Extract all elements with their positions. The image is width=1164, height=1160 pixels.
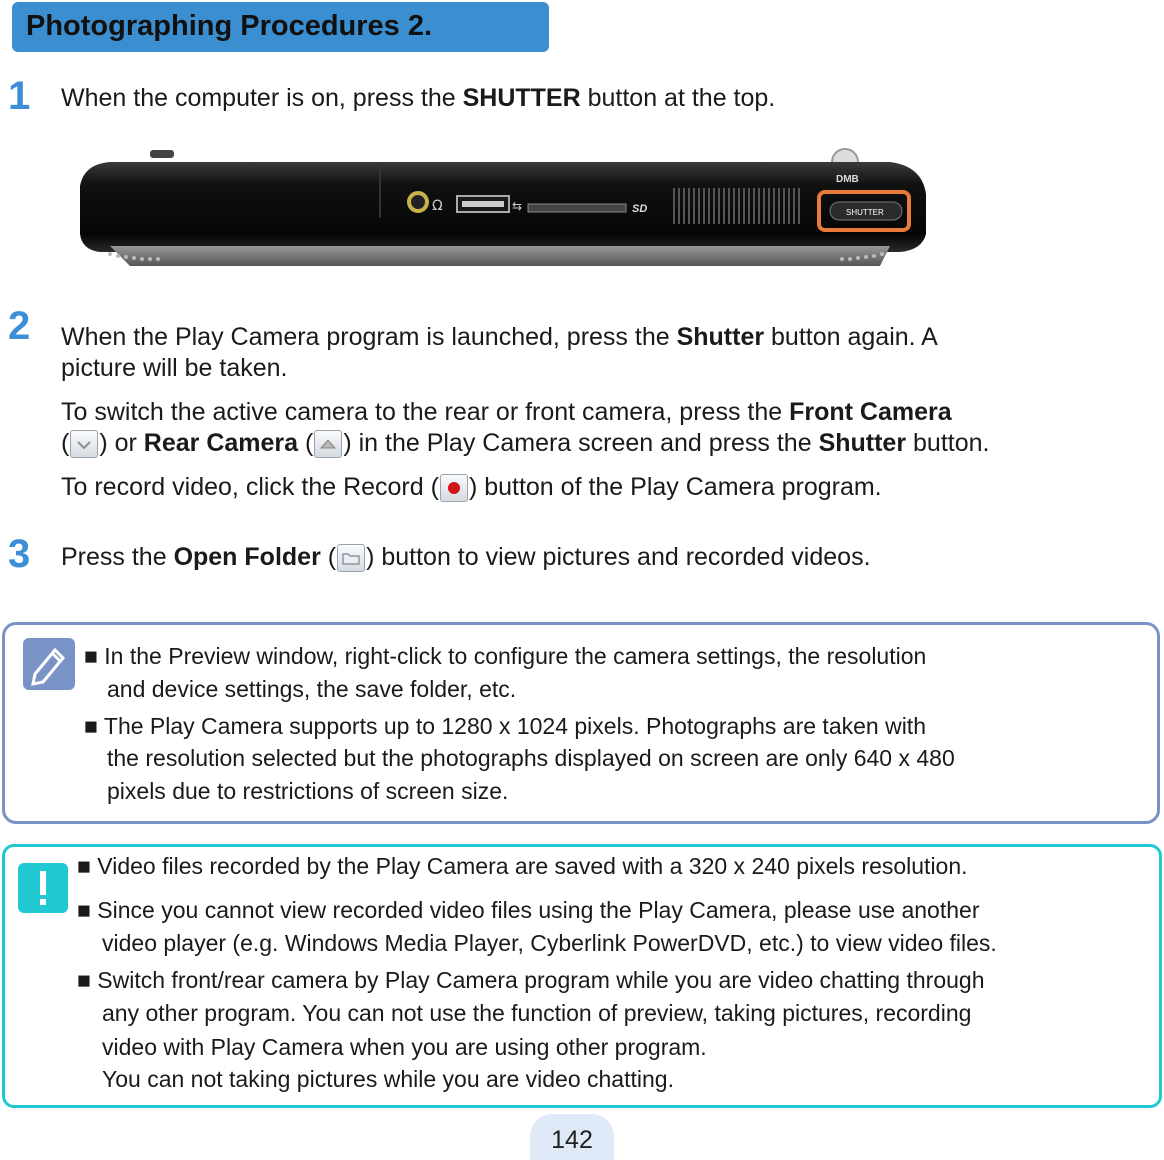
caution-line-3: video player (e.g. Windows Media Player, Cyberlink PowerDVD, etc.) to view video files. xyxy=(102,930,997,956)
open-folder-button-icon xyxy=(337,544,365,572)
svg-text:SD: SD xyxy=(632,203,648,215)
step-1-text: When the computer is on, press the SHUTTER button at the top. xyxy=(61,84,776,112)
netbook-top-edge-illustration xyxy=(70,146,930,276)
step-number-2: 2 xyxy=(8,304,31,348)
step-3-text: Press the Open Folder ( ) button to view pictures and recorded videos. xyxy=(61,543,871,571)
note-line-2: and device settings, the save folder, etc. xyxy=(107,676,517,702)
caution-line-4: ■ Switch front/rear camera by Play Camera program while you are video chatting through xyxy=(77,967,985,993)
step-2-line-2: picture will be taken. xyxy=(61,354,288,382)
rear-camera-button-icon xyxy=(314,430,342,458)
record-button-icon xyxy=(440,474,468,502)
caution-line-1: ■ Video files recorded by the Play Camera are saved with a 320 x 240 pixels resolution. xyxy=(77,853,968,879)
note-line-5: pixels due to restrictions of screen size. xyxy=(107,778,509,804)
section-title-bar xyxy=(12,2,549,52)
svg-text:Ω: Ω xyxy=(432,198,443,214)
pencil-note-icon xyxy=(23,638,75,690)
caution-line-6: video with Play Camera when you are using other program. xyxy=(102,1034,707,1060)
page-number-tab xyxy=(530,1114,614,1160)
step-2-line-1: When the Play Camera program is launched, press the Shutter button again. A xyxy=(61,323,938,351)
step-2-para-2-line-1: To switch the active camera to the rear or front camera, press the Front Camera xyxy=(61,398,952,426)
step-2-para-3: To record video, click the Record ( ) button of the Play Camera program. xyxy=(61,473,882,501)
caution-line-5: any other program. You can not use the function of preview, taking pictures, recording xyxy=(102,1000,972,1026)
svg-text:⇆: ⇆ xyxy=(512,199,523,213)
step-number-1: 1 xyxy=(8,74,31,118)
step-number-3: 3 xyxy=(8,532,31,576)
note-line-4: the resolution selected but the photographs displayed on screen are only 640 x 480 xyxy=(107,745,955,771)
caution-line-7: You can not taking pictures while you are video chatting. xyxy=(102,1066,674,1092)
note-line-1: ■ In the Preview window, right-click to configure the camera settings, the resolution xyxy=(84,643,927,669)
svg-text:SHUTTER: SHUTTER xyxy=(846,208,884,217)
front-camera-button-icon xyxy=(70,430,98,458)
caution-line-2: ■ Since you cannot view recorded video files using the Play Camera, please use another xyxy=(77,897,980,923)
page-number: 142 xyxy=(551,1126,593,1154)
exclamation-icon xyxy=(18,863,68,913)
svg-text:DMB: DMB xyxy=(836,174,859,185)
step-2-para-2-line-2: ( ) or Rear Camera ( ) in the Play Camera screen and press the Shutter button. xyxy=(61,429,990,457)
section-title: Photographing Procedures 2. xyxy=(26,10,433,42)
note-line-3: ■ The Play Camera supports up to 1280 x 1024 pixels. Photographs are taken with xyxy=(84,713,926,739)
